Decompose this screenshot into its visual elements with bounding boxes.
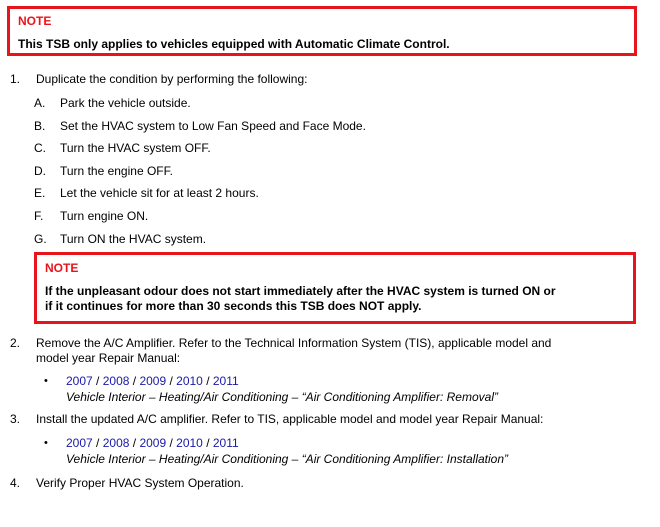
step-text: Duplicate the condition by performing the following: xyxy=(36,72,308,86)
year-separator: / xyxy=(129,436,140,450)
year-separator: / xyxy=(92,436,103,450)
substep-letter: F. xyxy=(34,209,44,223)
substep-text: Set the HVAC system to Low Fan Speed and Face Mode. xyxy=(60,119,366,133)
bullet-body xyxy=(66,374,498,405)
step-number: 3. xyxy=(10,412,21,426)
substep-text: Let the vehicle sit for at least 2 hours. xyxy=(60,186,259,200)
bullet-icon: • xyxy=(44,437,48,449)
year-link-2011[interactable]: 2011 xyxy=(212,436,239,450)
bullet-icon: • xyxy=(44,375,48,387)
substep-letter: D. xyxy=(34,164,46,178)
note-box-applicability xyxy=(7,6,637,56)
bullet-body xyxy=(66,436,508,467)
note-line-1: If the unpleasant odour does not start immediately after the HVAC system is turned ON or xyxy=(45,283,556,298)
year-separator: / xyxy=(92,374,103,388)
note-box-odour xyxy=(34,252,636,324)
substep-letter: A. xyxy=(34,96,46,110)
substep-letter: G. xyxy=(34,232,47,246)
year-link-2008[interactable]: 2008 xyxy=(102,436,130,450)
year-links xyxy=(66,374,498,390)
year-link-2010[interactable]: 2010 xyxy=(176,374,203,388)
year-link-2008[interactable]: 2008 xyxy=(102,374,130,388)
substep-letter: E. xyxy=(34,186,46,200)
year-separator: / xyxy=(129,374,140,388)
year-separator: / xyxy=(202,374,213,388)
year-separator: / xyxy=(166,374,177,388)
year-link-2009[interactable]: 2009 xyxy=(139,436,167,450)
step-number: 1. xyxy=(10,72,21,86)
procedure-path: Vehicle Interior – Heating/Air Conditioning – “Air Conditioning Amplifier: Removal” xyxy=(66,389,498,404)
note-label: NOTE xyxy=(45,261,79,275)
year-link-2011[interactable]: 2011 xyxy=(212,374,239,388)
step-number: 2. xyxy=(10,336,21,350)
year-separator: / xyxy=(202,436,213,450)
year-link-2007[interactable]: 2007 xyxy=(66,374,93,388)
year-separator: / xyxy=(166,436,177,450)
substep-text: Turn the engine OFF. xyxy=(60,164,173,178)
year-link-2009[interactable]: 2009 xyxy=(139,374,167,388)
note-text xyxy=(45,284,625,314)
substep-letter: C. xyxy=(34,141,46,155)
step-text: Remove the A/C Amplifier. Refer to the Technical Information System (TIS), applicable model and xyxy=(36,336,552,350)
substep-text: Turn ON the HVAC system. xyxy=(60,232,207,246)
step-text: Install the updated A/C amplifier. Refer to TIS, applicable model and model year Repair Manual: xyxy=(36,412,544,426)
note-line-2: if it continues for more than 30 seconds this TSB does NOT apply. xyxy=(45,298,422,313)
year-link-2010[interactable]: 2010 xyxy=(176,436,203,450)
step-text: Verify Proper HVAC System Operation. xyxy=(36,476,244,490)
substep-text: Park the vehicle outside. xyxy=(60,96,191,110)
step-text-cont: model year Repair Manual: xyxy=(36,351,181,365)
substep-text: Turn the HVAC system OFF. xyxy=(60,141,211,155)
substep-text: Turn engine ON. xyxy=(60,209,149,223)
year-link-2007[interactable]: 2007 xyxy=(66,436,93,450)
note-label: NOTE xyxy=(18,14,52,28)
note-text: This TSB only applies to vehicles equipped with Automatic Climate Control. xyxy=(18,36,450,51)
year-links xyxy=(66,436,508,452)
substep-letter: B. xyxy=(34,119,46,133)
step-number: 4. xyxy=(10,476,21,490)
procedure-path: Vehicle Interior – Heating/Air Conditioning – “Air Conditioning Amplifier: Installation” xyxy=(66,451,508,466)
